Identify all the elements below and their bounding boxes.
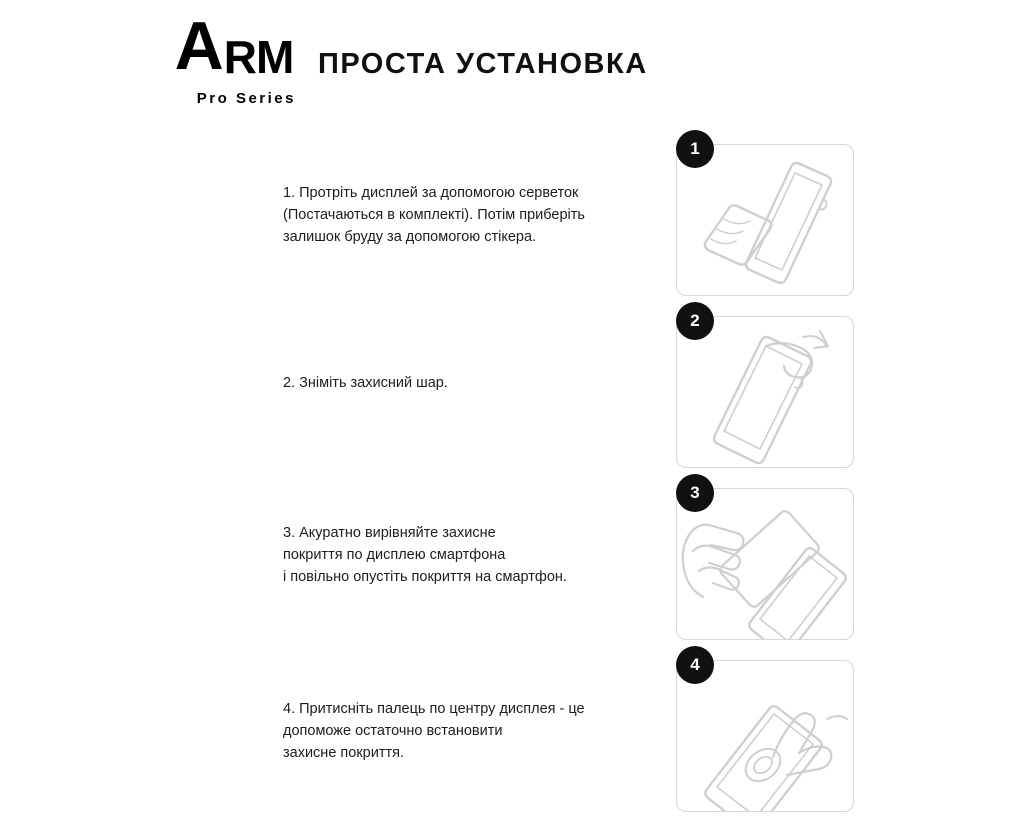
finger-press-center-icon <box>677 661 853 811</box>
step-description-line: залишок бруду за допомогою стікера. <box>283 229 537 245</box>
step-illustration-frame <box>676 660 854 812</box>
step-illustration-frame <box>676 488 854 640</box>
brand-logo-letters-rm: RM <box>223 31 294 83</box>
step-illustration-frame <box>676 316 854 468</box>
step-description <box>283 698 663 764</box>
step-description-line: 1. Протріть дисплей за допомогою серветок <box>283 185 579 201</box>
step-description-line: 2. Зніміть захисний шар. <box>283 375 448 391</box>
page-title: ПРОСТА УСТАНОВКА <box>318 48 648 80</box>
step-description-line: 3. Акуратно вирівняйте захисне <box>283 525 496 541</box>
step-item <box>0 646 1024 818</box>
step-number-badge: 4 <box>676 646 714 684</box>
phone-with-cloth-icon <box>677 145 853 295</box>
step-description <box>283 182 663 248</box>
step-description-line: (Постачаються в комплекті). Потім приберіть <box>283 207 585 223</box>
step-number-badge: 2 <box>676 302 714 340</box>
brand-logo <box>168 8 298 118</box>
phone-peel-film-icon <box>677 317 853 467</box>
brand-logo-subtitle: Pro Series <box>196 90 296 107</box>
brand-logo-wordmark <box>168 8 298 86</box>
step-description-line: допоможе остаточно встановити <box>283 723 503 739</box>
step-number-badge: 1 <box>676 130 714 168</box>
step-item <box>0 474 1024 646</box>
steps-list <box>0 130 1024 818</box>
brand-logo-letter-a: A <box>174 8 222 84</box>
step-description <box>283 522 663 588</box>
step-description-line: покриття по дисплею смартфона <box>283 547 506 563</box>
step-description-line: і повільно опустіть покриття на смартфон. <box>283 569 567 585</box>
step-item <box>0 302 1024 474</box>
page-header <box>0 0 1024 130</box>
step-illustration-frame <box>676 144 854 296</box>
step-description-line: 4. Притисніть палець по центру дисплея - це <box>283 701 585 717</box>
step-description <box>283 372 663 394</box>
step-item <box>0 130 1024 302</box>
step-number-badge: 3 <box>676 474 714 512</box>
hand-aligning-film-icon <box>677 489 853 639</box>
step-description-line: захисне покриття. <box>283 745 404 761</box>
